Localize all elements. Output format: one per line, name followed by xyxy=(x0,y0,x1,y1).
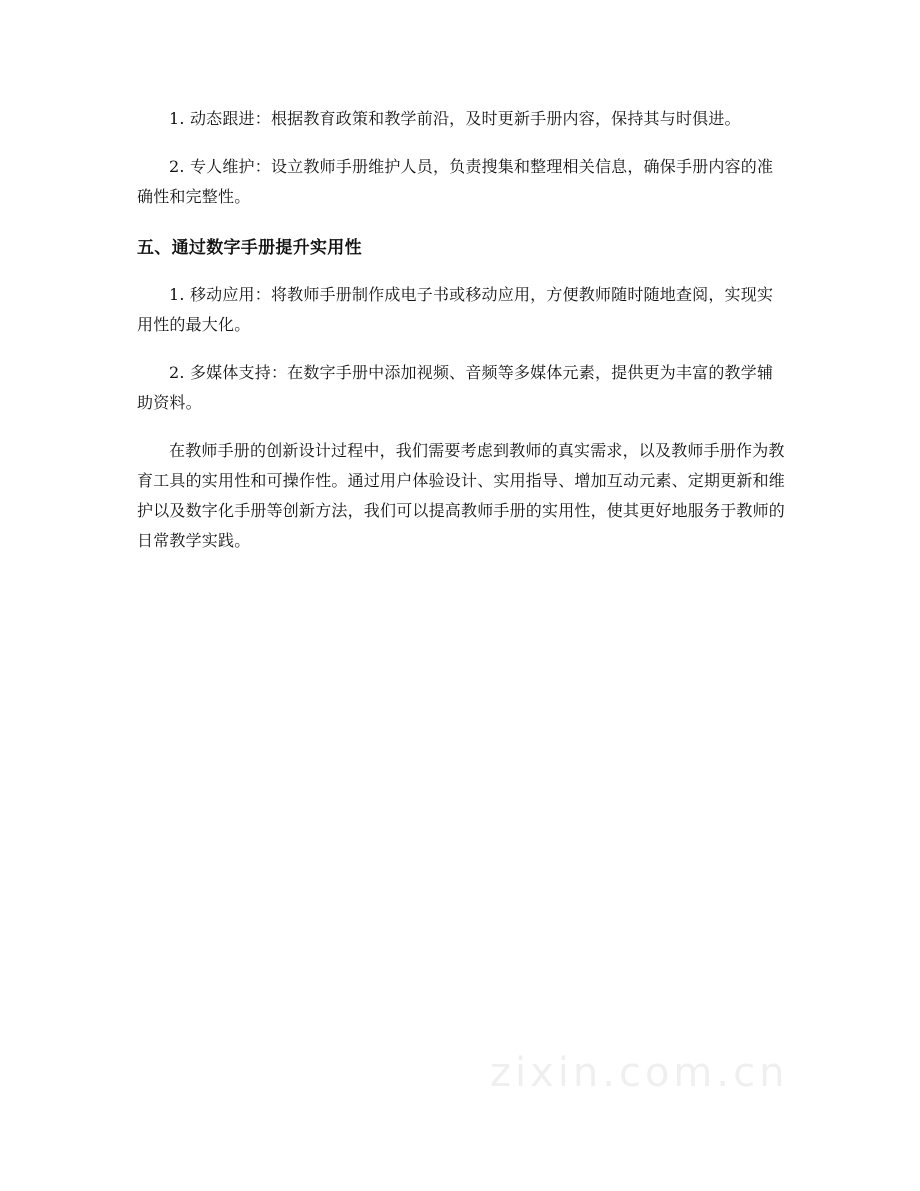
watermark: zixin.com.cn xyxy=(490,1050,789,1096)
document-body xyxy=(137,104,785,556)
list-item-dynamic-follow-up: 1. 动态跟进：根据教育政策和教学前沿，及时更新手册内容，保持其与时俱进。 xyxy=(169,109,741,128)
section-heading: 五、通过数字手册提升实用性 xyxy=(137,238,362,258)
list-item-multimedia-support: 2. 多媒体支持：在数字手册中添加视频、音频等多媒体元素，提供更为丰富的教学辅助资料。 xyxy=(137,363,774,412)
list-item-dedicated-maintenance: 2. 专人维护：设立教师手册维护人员，负责搜集和整理相关信息，确保手册内容的准确性和完整性。 xyxy=(137,157,774,206)
list-item-mobile-app: 1. 移动应用：将教师手册制作成电子书或移动应用，方便教师随时随地查阅，实现实用性的最大化。 xyxy=(137,285,774,334)
conclusion-paragraph: 在教师手册的创新设计过程中，我们需要考虑到教师的真实需求，以及教师手册作为教育工具的实用性和可操作性。通过用户体验设计、实用指导、增加互动元素、定期更新和维护以及数字化手册等创新方法，我们可以提高教师手册的实用性，使其更好地服务于教师的日常教学实践。 xyxy=(137,441,786,550)
